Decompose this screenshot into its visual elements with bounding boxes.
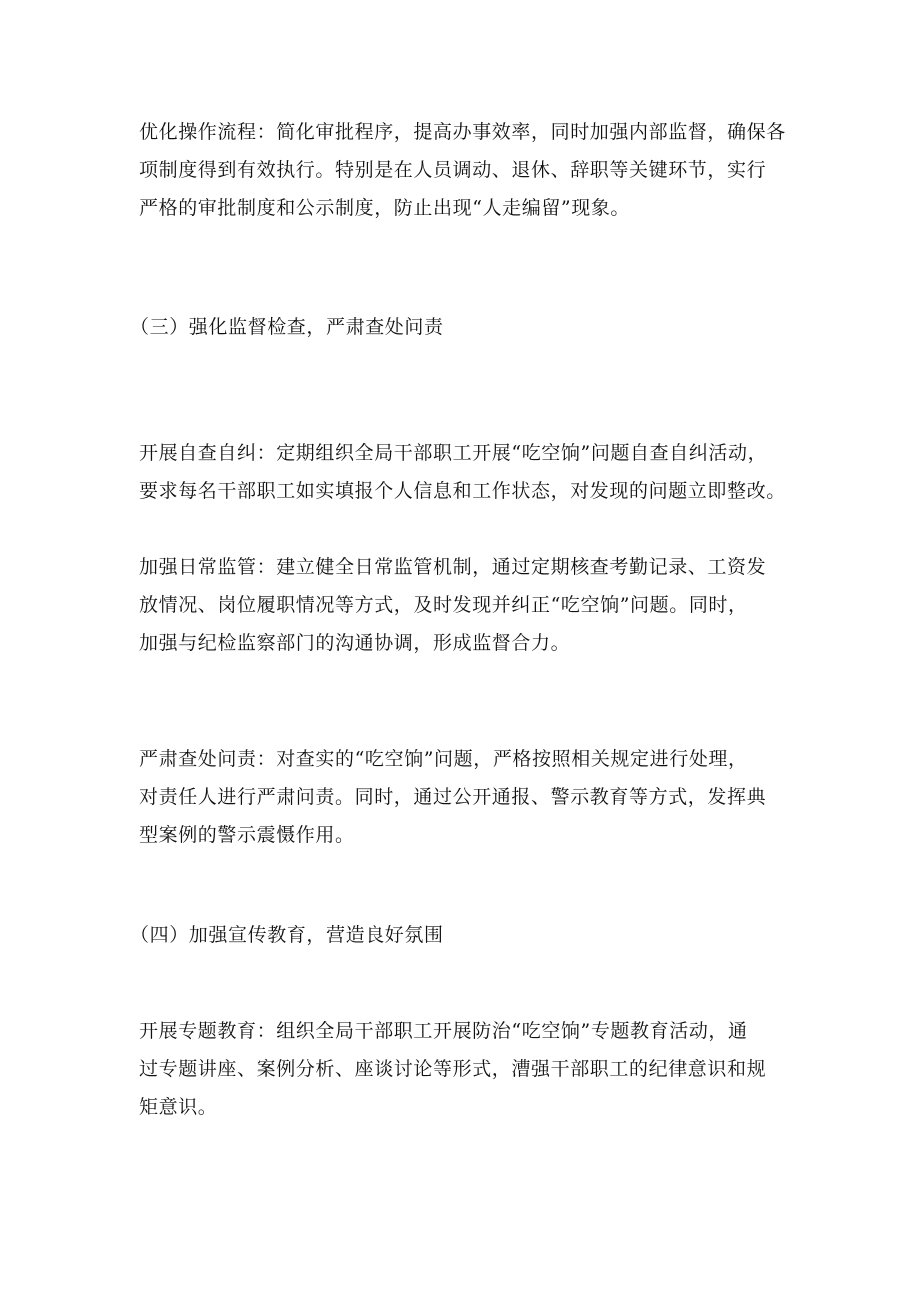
paragraph-line: 项制度得到有效执行。特别是在人员调动、退休、辞职等关键环节，实行 <box>139 159 767 181</box>
paragraph-accountability <box>139 740 799 854</box>
section-heading-4: （四）加强宣传教育，营造良好氛围 <box>130 924 444 946</box>
paragraph-line: 对责任人进行严肃问责。同时，通过公开通报、警示教育等方式，发挥典 <box>139 786 767 808</box>
section-heading-3: （三）强化监督检查，严肃查处问责 <box>130 316 444 338</box>
paragraph-line: 要求每名干部职工如实填报个人信息和工作状态，对发现的问题立即整改。 <box>139 480 786 502</box>
paragraph-line: 开展专题教育：组织全局干部职工开展防治“吃空饷”专题教育活动，通 <box>139 1020 748 1042</box>
paragraph-daily-supervision <box>139 548 799 662</box>
paragraph-line: 开展自查自纠：定期组织全局干部职工开展“吃空饷”问题自查自纠活动， <box>139 442 768 464</box>
paragraph-line: 加强与纪检监察部门的沟通协调，形成监督合力。 <box>139 632 571 654</box>
paragraph-special-education <box>139 1012 799 1126</box>
paragraph-line: 优化操作流程：简化审批程序，提高办事效率，同时加强内部监督，确保各 <box>139 121 786 143</box>
paragraph-self-inspection <box>139 434 799 510</box>
paragraph-line: 矩意识。 <box>139 1096 218 1118</box>
paragraph-line: 过专题讲座、案例分析、座谈讨论等形式，漕强干部职工的纪律意识和规 <box>139 1058 767 1080</box>
paragraph-optimize-process <box>139 113 799 227</box>
paragraph-line: 加强日常监管：建立健全日常监管机制，通过定期核查考勤记录、工资发 <box>139 556 767 578</box>
paragraph-line: 型案例的警示震慑作用。 <box>139 824 355 846</box>
paragraph-line: 严肃查处问责：对查实的“吃空饷”问题，严格按照相关规定进行处理， <box>139 748 748 770</box>
paragraph-line: 放情况、岗位履职情况等方式，及时发现并纠正“吃空饷”问题。同时， <box>139 594 748 616</box>
paragraph-line: 严格的审批制度和公示制度，防止出现“人走编留”现象。 <box>139 197 631 219</box>
